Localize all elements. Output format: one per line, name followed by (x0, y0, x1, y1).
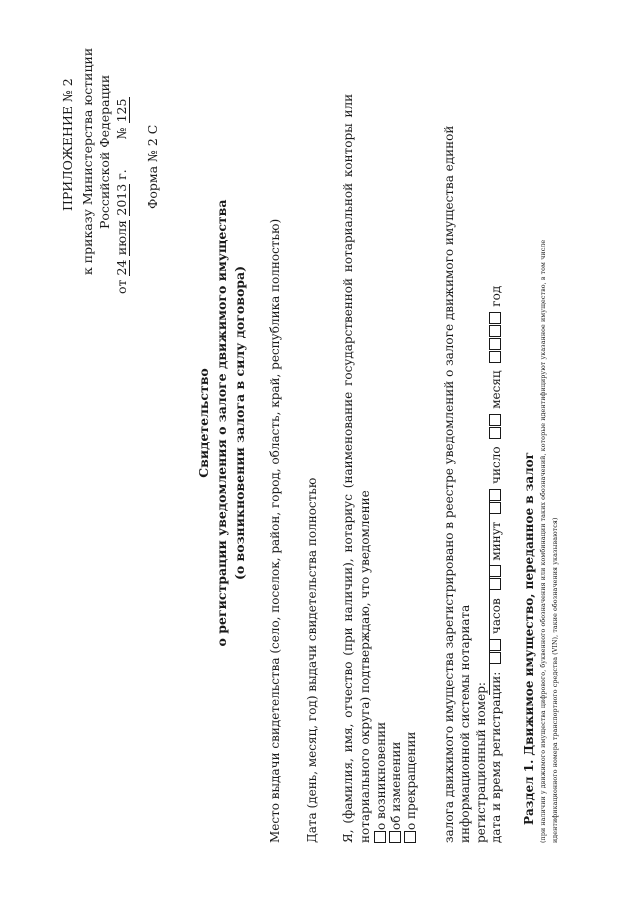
document-title: Свидетельство (196, 368, 211, 478)
appendix-federation-line: Российской Федерации (97, 74, 112, 229)
notary-statement-line1: Я, (фамилия, имя, отчество (при наличии), нотариус (наименование государственной нотариальной конторы или (341, 93, 355, 843)
place-of-issue-field: Место выдачи свидетельства (село, поселок, район, город, область, край, республика полностью) (268, 218, 282, 843)
section1-note-line2: идентификационного номера транспортного средства (VIN), такие обозначения указываются) (552, 517, 559, 843)
year-label: год (489, 285, 503, 307)
day-label: число (489, 446, 503, 484)
registration-number-row (474, 682, 488, 843)
year-box-2[interactable] (489, 338, 501, 350)
order-number: 125 (114, 98, 129, 123)
date-prefix: от (114, 279, 129, 294)
registered-statement-line2: информационной системы нотариата (458, 604, 472, 843)
appendix-title: ПРИЛОЖЕНИЕ № 2 (60, 78, 75, 211)
section1-note-line1: (при наличии у движимого имущества цифрового, буквенного обозначения или комбинации таких обозначений, которые идентифицируют указанное имущество, в том числе (540, 239, 547, 843)
registered-statement-line1: залога движимого имущества зарегистрировано в реестре уведомлений о залоге движимого имущества единой (442, 125, 456, 843)
date-year: 2013 (114, 183, 129, 216)
hours-label: часов (489, 598, 503, 635)
month-box-1[interactable] (489, 427, 501, 439)
change-label: об изменении (389, 741, 403, 830)
month-label: месяц (489, 370, 503, 409)
creation-label: о возникновении (374, 721, 388, 830)
hours-box-2[interactable] (489, 639, 501, 651)
date-day: 24 (114, 259, 129, 276)
checkbox-row-termination (404, 732, 418, 843)
termination-label: о прекращении (404, 731, 418, 830)
date-month: июля (114, 220, 129, 256)
document-subtitle: о регистрации уведомления о залоге движимого имущества (214, 199, 229, 647)
registration-datetime-row (489, 286, 503, 843)
day-box-1[interactable] (489, 502, 501, 514)
registration-number-label: регистрационный номер: (474, 682, 488, 843)
day-box-2[interactable] (489, 489, 501, 501)
document-subtitle-note: (о возникновении залога в силу договора) (232, 265, 247, 581)
year-box-3[interactable] (489, 325, 501, 337)
change-checkbox[interactable] (389, 831, 401, 843)
checkbox-row-change (389, 742, 403, 843)
date-suffix: г. (114, 169, 129, 180)
minutes-box-2[interactable] (489, 565, 501, 577)
minutes-label: минут (489, 521, 503, 561)
year-box-1[interactable] (489, 351, 501, 363)
form-label: Форма № 2 С (145, 124, 160, 209)
date-of-issue-field: Дата (день, месяц, год) выдачи свидетельства полностью (305, 477, 319, 843)
notary-statement-line2: нотариального округа) подтверждаю, что уведомление (358, 490, 372, 843)
appendix-order-line: к приказу Министерства юстиции (80, 47, 95, 275)
checkbox-row-creation (374, 722, 388, 843)
termination-checkbox[interactable] (404, 831, 416, 843)
month-box-2[interactable] (489, 414, 501, 426)
registration-datetime-label: дата и время регистрации: (489, 671, 503, 843)
section1-title: Раздел 1. Движимое имущество, переданное в залог (522, 451, 536, 825)
hours-box-1[interactable] (489, 652, 501, 664)
minutes-box-1[interactable] (489, 578, 501, 590)
appendix-date-line (114, 97, 130, 294)
number-label: № (114, 127, 129, 140)
year-box-4[interactable] (489, 312, 501, 324)
creation-checkbox[interactable] (374, 831, 386, 843)
